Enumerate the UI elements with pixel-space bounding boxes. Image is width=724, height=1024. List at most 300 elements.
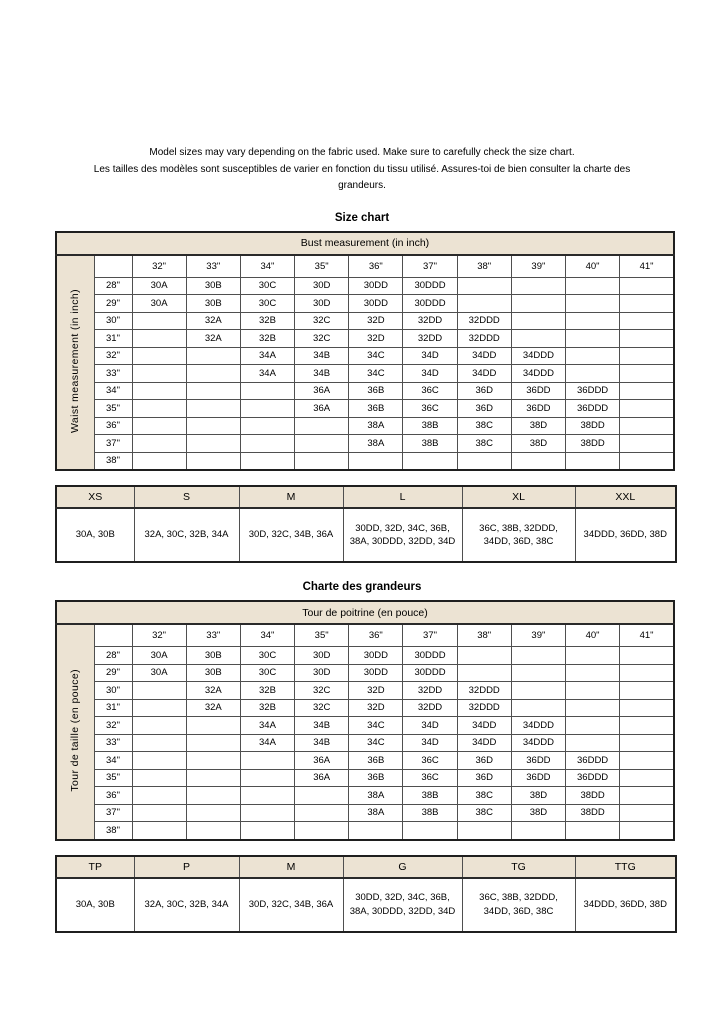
- matrix-cell: [620, 682, 674, 700]
- matrix-row: [56, 312, 674, 330]
- matrix-cell: 32DDD: [457, 312, 511, 330]
- matrix-cell: [620, 769, 674, 787]
- matrix-cell: 34D: [403, 365, 457, 383]
- matrix-cell: 34DD: [457, 365, 511, 383]
- matrix-cell: 38DD: [566, 787, 620, 805]
- summary-value-row: [56, 508, 676, 562]
- matrix-cell: [132, 787, 186, 805]
- matrix-cell: 34C: [349, 365, 403, 383]
- matrix-cell: 36DD: [511, 400, 565, 418]
- matrix-cell: 34D: [403, 347, 457, 365]
- matrix-cell: 36B: [349, 752, 403, 770]
- matrix-cell: 38B: [403, 804, 457, 822]
- matrix-cell: 34A: [240, 347, 294, 365]
- matrix-cell: [240, 417, 294, 435]
- matrix-col-header: 40": [566, 624, 620, 647]
- matrix-col-header: 39": [511, 624, 565, 647]
- matrix-cell: 36DDD: [566, 400, 620, 418]
- matrix-col-header: 34": [240, 624, 294, 647]
- matrix-cell: 32DD: [403, 330, 457, 348]
- matrix-side-label: [56, 255, 94, 471]
- matrix-col-header: 32": [132, 624, 186, 647]
- matrix-cell: [186, 400, 240, 418]
- matrix-cell: [620, 400, 674, 418]
- matrix-row: [56, 382, 674, 400]
- matrix-title-row: [56, 601, 674, 624]
- matrix-row-header: 31": [94, 330, 132, 348]
- matrix-row: [56, 664, 674, 682]
- matrix-row-header: 34": [94, 382, 132, 400]
- matrix-cell: [240, 804, 294, 822]
- matrix-cell: 38A: [349, 417, 403, 435]
- matrix-row-header: 33": [94, 365, 132, 383]
- matrix-cell: [457, 822, 511, 840]
- matrix-cell: [511, 452, 565, 470]
- matrix-col-header: 36": [349, 255, 403, 278]
- matrix-cell: 30DD: [349, 295, 403, 313]
- matrix-cell: [566, 699, 620, 717]
- matrix-cell: 32DD: [403, 682, 457, 700]
- matrix-col-header: 41": [620, 624, 674, 647]
- matrix-row-header: 32": [94, 347, 132, 365]
- matrix-cell: [620, 277, 674, 295]
- matrix-cell: 34A: [240, 365, 294, 383]
- matrix-cell: 36B: [349, 400, 403, 418]
- matrix-cell: [620, 312, 674, 330]
- matrix-cell: [132, 752, 186, 770]
- matrix-row: [56, 734, 674, 752]
- matrix-corner-cell: [94, 255, 132, 278]
- disclaimer-line-en: Model sizes may vary depending on the fabric used. Make sure to carefully check the size chart.: [149, 147, 575, 158]
- matrix-title: Tour de poitrine (en pouce): [56, 601, 674, 624]
- matrix-cell: [457, 295, 511, 313]
- matrix-cell: 34DDD: [511, 347, 565, 365]
- matrix-cell: [566, 664, 620, 682]
- matrix-cell: 32C: [295, 312, 349, 330]
- matrix-cell: [295, 822, 349, 840]
- matrix-cell: [403, 822, 457, 840]
- matrix-row: [56, 330, 674, 348]
- matrix-cell: [240, 769, 294, 787]
- matrix-cell: [186, 347, 240, 365]
- matrix-cell: [186, 787, 240, 805]
- matrix-cell: 36A: [295, 400, 349, 418]
- matrix-cell: 30A: [132, 277, 186, 295]
- matrix-cell: 36DDD: [566, 382, 620, 400]
- matrix-row: [56, 699, 674, 717]
- matrix-cell: 38D: [511, 417, 565, 435]
- matrix-cell: 30DD: [349, 277, 403, 295]
- matrix-cell: 30DDD: [403, 664, 457, 682]
- summary-header: XL: [462, 486, 575, 508]
- bust-waist-matrix-fr: [55, 600, 675, 841]
- matrix-cell: [457, 452, 511, 470]
- matrix-col-header: 38": [457, 624, 511, 647]
- matrix-cell: 30C: [240, 295, 294, 313]
- matrix-cell: [620, 647, 674, 665]
- matrix-cell: 32A: [186, 312, 240, 330]
- summary-value-row: [56, 878, 676, 932]
- matrix-cell: 38D: [511, 804, 565, 822]
- summary-value: 30DD, 32D, 34C, 36B, 38A, 30DDD, 32DD, 34D: [343, 878, 462, 932]
- matrix-cell: [132, 452, 186, 470]
- matrix-row-header: 37": [94, 435, 132, 453]
- matrix-cell: 30D: [295, 647, 349, 665]
- matrix-cell: 36C: [403, 752, 457, 770]
- matrix-cell: 32B: [240, 682, 294, 700]
- matrix-cell: 34DD: [457, 734, 511, 752]
- matrix-cell: [620, 664, 674, 682]
- matrix-cell: [295, 787, 349, 805]
- matrix-cell: [511, 699, 565, 717]
- matrix-cell: 36A: [295, 752, 349, 770]
- matrix-row-header: 38": [94, 822, 132, 840]
- matrix-cell: [186, 365, 240, 383]
- matrix-cell: [240, 822, 294, 840]
- matrix-side-label-text: Tour de taille (en pouce): [69, 668, 82, 792]
- matrix-cell: [511, 822, 565, 840]
- summary-header: L: [343, 486, 462, 508]
- matrix-row-header: 30": [94, 312, 132, 330]
- matrix-cell: [620, 330, 674, 348]
- matrix-row-header: 33": [94, 734, 132, 752]
- matrix-cell: 34DD: [457, 717, 511, 735]
- matrix-cell: 34DDD: [511, 717, 565, 735]
- matrix-cell: 36DD: [511, 769, 565, 787]
- matrix-cell: 38C: [457, 804, 511, 822]
- summary-value: 30A, 30B: [56, 878, 134, 932]
- matrix-row-header: 34": [94, 752, 132, 770]
- matrix-cell: [132, 417, 186, 435]
- matrix-cell: [186, 734, 240, 752]
- letter-sizes-table-en: [55, 485, 677, 563]
- matrix-cell: 32C: [295, 699, 349, 717]
- matrix-cell: [566, 682, 620, 700]
- matrix-cell: [132, 400, 186, 418]
- summary-header-row: [56, 856, 676, 878]
- matrix-cell: [457, 664, 511, 682]
- matrix-cell: [620, 417, 674, 435]
- matrix-cell: 36C: [403, 400, 457, 418]
- matrix-row: [56, 752, 674, 770]
- disclaimer-line-fr-wrap: grandeurs.: [338, 180, 386, 191]
- matrix-cell: [620, 452, 674, 470]
- matrix-cell: [566, 347, 620, 365]
- matrix-cell: [566, 734, 620, 752]
- matrix-cell: [240, 382, 294, 400]
- matrix-cell: 32D: [349, 682, 403, 700]
- matrix-cell: [566, 452, 620, 470]
- matrix-cell: 34C: [349, 734, 403, 752]
- matrix-cell: 34B: [295, 365, 349, 383]
- matrix-cell: 32A: [186, 330, 240, 348]
- matrix-cell: 34B: [295, 717, 349, 735]
- matrix-cell: [620, 699, 674, 717]
- matrix-col-header: 38": [457, 255, 511, 278]
- matrix-cell: 32C: [295, 330, 349, 348]
- matrix-cell: 32A: [186, 699, 240, 717]
- summary-value: 34DDD, 36DD, 38D: [575, 508, 676, 562]
- matrix-cell: [457, 277, 511, 295]
- matrix-row: [56, 452, 674, 470]
- matrix-cell: [566, 295, 620, 313]
- matrix-cell: 34D: [403, 734, 457, 752]
- matrix-cell: 32DDD: [457, 330, 511, 348]
- summary-header: TP: [56, 856, 134, 878]
- matrix-cell: [620, 822, 674, 840]
- matrix-col-header: 37": [403, 255, 457, 278]
- matrix-cell: 30A: [132, 647, 186, 665]
- summary-header-row: [56, 486, 676, 508]
- matrix-col-header: 33": [186, 255, 240, 278]
- matrix-cell: 36DD: [511, 382, 565, 400]
- matrix-cell: 38A: [349, 787, 403, 805]
- matrix-row-header: 29": [94, 664, 132, 682]
- matrix-cell: 34C: [349, 717, 403, 735]
- matrix-row: [56, 365, 674, 383]
- matrix-row-header: 35": [94, 769, 132, 787]
- summary-value: 36C, 38B, 32DDD, 34DD, 36D, 38C: [462, 878, 575, 932]
- matrix-cell: 36B: [349, 382, 403, 400]
- matrix-cell: [566, 717, 620, 735]
- matrix-cell: 30B: [186, 647, 240, 665]
- matrix-cell: [511, 295, 565, 313]
- matrix-col-header-row: [56, 255, 674, 278]
- matrix-row-header: 28": [94, 277, 132, 295]
- matrix-col-header: 40": [566, 255, 620, 278]
- matrix-row: [56, 822, 674, 840]
- matrix-title: Bust measurement (in inch): [56, 232, 674, 255]
- matrix-cell: 38D: [511, 435, 565, 453]
- summary-header: TTG: [575, 856, 676, 878]
- matrix-cell: 30C: [240, 664, 294, 682]
- matrix-cell: 34DDD: [511, 365, 565, 383]
- matrix-row-header: 36": [94, 417, 132, 435]
- matrix-cell: [132, 682, 186, 700]
- matrix-cell: 30C: [240, 277, 294, 295]
- matrix-cell: [132, 804, 186, 822]
- matrix-cell: 38DD: [566, 804, 620, 822]
- matrix-cell: 32D: [349, 699, 403, 717]
- matrix-cell: 36D: [457, 382, 511, 400]
- matrix-cell: [349, 452, 403, 470]
- matrix-cell: [620, 752, 674, 770]
- matrix-row: [56, 804, 674, 822]
- matrix-cell: [620, 347, 674, 365]
- matrix-cell: 36C: [403, 769, 457, 787]
- matrix-cell: 30DDD: [403, 295, 457, 313]
- matrix-cell: 30DD: [349, 664, 403, 682]
- summary-value: 32A, 30C, 32B, 34A: [134, 878, 239, 932]
- matrix-row: [56, 347, 674, 365]
- matrix-cell: [132, 734, 186, 752]
- matrix-cell: 32A: [186, 682, 240, 700]
- summary-header: S: [134, 486, 239, 508]
- matrix-cell: [295, 417, 349, 435]
- matrix-cell: [511, 647, 565, 665]
- matrix-cell: 36D: [457, 400, 511, 418]
- matrix-cell: 30DDD: [403, 647, 457, 665]
- summary-header: TG: [462, 856, 575, 878]
- matrix-cell: 30B: [186, 295, 240, 313]
- matrix-cell: 34A: [240, 734, 294, 752]
- matrix-cell: [620, 382, 674, 400]
- matrix-cell: [566, 312, 620, 330]
- matrix-cell: [566, 822, 620, 840]
- matrix-cell: 30DDD: [403, 277, 457, 295]
- matrix-cell: 32DDD: [457, 699, 511, 717]
- matrix-cell: 32B: [240, 330, 294, 348]
- matrix-cell: 32D: [349, 330, 403, 348]
- matrix-cell: [132, 330, 186, 348]
- matrix-cell: 34D: [403, 717, 457, 735]
- matrix-cell: [240, 452, 294, 470]
- matrix-row-header: 29": [94, 295, 132, 313]
- section-title-size-chart: Size chart: [334, 211, 390, 224]
- matrix-cell: 38B: [403, 787, 457, 805]
- matrix-cell: [295, 452, 349, 470]
- section-title-charte-des-grandeurs: Charte des grandeurs: [302, 581, 422, 593]
- summary-header: P: [134, 856, 239, 878]
- matrix-cell: 30D: [295, 664, 349, 682]
- matrix-cell: [295, 435, 349, 453]
- matrix-row-header: 36": [94, 787, 132, 805]
- matrix-cell: 32B: [240, 312, 294, 330]
- matrix-cell: [620, 804, 674, 822]
- matrix-cell: 38A: [349, 435, 403, 453]
- matrix-cell: [240, 787, 294, 805]
- matrix-cell: 32B: [240, 699, 294, 717]
- matrix-row: [56, 400, 674, 418]
- matrix-cell: [132, 822, 186, 840]
- matrix-cell: [186, 804, 240, 822]
- matrix-cell: [186, 417, 240, 435]
- matrix-cell: [511, 682, 565, 700]
- matrix-cell: 36D: [457, 769, 511, 787]
- matrix-cell: 30B: [186, 277, 240, 295]
- matrix-row-header: 28": [94, 647, 132, 665]
- matrix-cell: [132, 347, 186, 365]
- matrix-side-label-text: Waist measurement (in inch): [69, 288, 82, 433]
- disclaimer: [0, 0, 724, 195]
- matrix-cell: [620, 295, 674, 313]
- matrix-cell: 34C: [349, 347, 403, 365]
- matrix-cell: [511, 277, 565, 295]
- summary-value: 30DD, 32D, 34C, 36B, 38A, 30DDD, 32DD, 34D: [343, 508, 462, 562]
- summary-header: XXL: [575, 486, 676, 508]
- matrix-cell: 34B: [295, 734, 349, 752]
- matrix-cell: 36A: [295, 769, 349, 787]
- matrix-col-header: 41": [620, 255, 674, 278]
- matrix-cell: [240, 400, 294, 418]
- matrix-row: [56, 435, 674, 453]
- summary-header: G: [343, 856, 462, 878]
- summary-value: 30D, 32C, 34B, 36A: [239, 508, 343, 562]
- matrix-cell: 32DD: [403, 312, 457, 330]
- matrix-corner-cell: [94, 624, 132, 647]
- matrix-cell: 34A: [240, 717, 294, 735]
- summary-value: 30A, 30B: [56, 508, 134, 562]
- matrix-cell: 30DD: [349, 647, 403, 665]
- matrix-cell: 34DDD: [511, 734, 565, 752]
- matrix-row: [56, 277, 674, 295]
- matrix-cell: [620, 787, 674, 805]
- matrix-cell: 38B: [403, 435, 457, 453]
- matrix-col-header: 39": [511, 255, 565, 278]
- matrix-cell: 30B: [186, 664, 240, 682]
- matrix-cell: 38A: [349, 804, 403, 822]
- matrix-row-header: 38": [94, 452, 132, 470]
- matrix-row: [56, 787, 674, 805]
- matrix-row: [56, 682, 674, 700]
- matrix-cell: [511, 664, 565, 682]
- matrix-row-header: 30": [94, 682, 132, 700]
- matrix-cell: 38DD: [566, 417, 620, 435]
- matrix-col-header: 32": [132, 255, 186, 278]
- summary-value: 36C, 38B, 32DDD, 34DD, 36D, 38C: [462, 508, 575, 562]
- matrix-cell: 32C: [295, 682, 349, 700]
- matrix-cell: [457, 647, 511, 665]
- matrix-row: [56, 295, 674, 313]
- disclaimer-line-fr: Les tailles des modèles sont susceptibles de varier en fonction du tissu utilisé. Assures-toi de bien consulter la charte des: [93, 163, 631, 175]
- matrix-cell: [132, 435, 186, 453]
- matrix-row-header: 31": [94, 699, 132, 717]
- matrix-cell: 30C: [240, 647, 294, 665]
- matrix-cell: [132, 365, 186, 383]
- matrix-cell: 38C: [457, 435, 511, 453]
- matrix-cell: 30D: [295, 295, 349, 313]
- matrix-row: [56, 769, 674, 787]
- matrix-cell: [620, 365, 674, 383]
- matrix-cell: [566, 647, 620, 665]
- bust-waist-matrix-en: [55, 231, 675, 472]
- matrix-title-row: [56, 232, 674, 255]
- matrix-cell: [511, 330, 565, 348]
- matrix-cell: 30A: [132, 664, 186, 682]
- matrix-cell: [620, 435, 674, 453]
- summary-header: XS: [56, 486, 134, 508]
- matrix-cell: [132, 769, 186, 787]
- matrix-cell: [403, 452, 457, 470]
- summary-value: 30D, 32C, 34B, 36A: [239, 878, 343, 932]
- matrix-cell: [511, 312, 565, 330]
- matrix-cell: 38B: [403, 417, 457, 435]
- matrix-cell: 36D: [457, 752, 511, 770]
- matrix-cell: [186, 435, 240, 453]
- matrix-cell: 36C: [403, 382, 457, 400]
- summary-header: M: [239, 856, 343, 878]
- matrix-cell: [186, 382, 240, 400]
- matrix-cell: [132, 312, 186, 330]
- matrix-cell: 30A: [132, 295, 186, 313]
- matrix-cell: 34DD: [457, 347, 511, 365]
- matrix-col-header: 35": [295, 255, 349, 278]
- matrix-cell: [186, 452, 240, 470]
- matrix-col-header: 33": [186, 624, 240, 647]
- matrix-cell: [240, 752, 294, 770]
- matrix-cell: 30D: [295, 277, 349, 295]
- matrix-cell: [186, 752, 240, 770]
- matrix-cell: [132, 699, 186, 717]
- matrix-cell: [566, 277, 620, 295]
- matrix-row: [56, 717, 674, 735]
- matrix-cell: 38C: [457, 417, 511, 435]
- matrix-cell: [349, 822, 403, 840]
- matrix-cell: 38C: [457, 787, 511, 805]
- matrix-cell: [240, 435, 294, 453]
- matrix-cell: 32DD: [403, 699, 457, 717]
- matrix-row: [56, 417, 674, 435]
